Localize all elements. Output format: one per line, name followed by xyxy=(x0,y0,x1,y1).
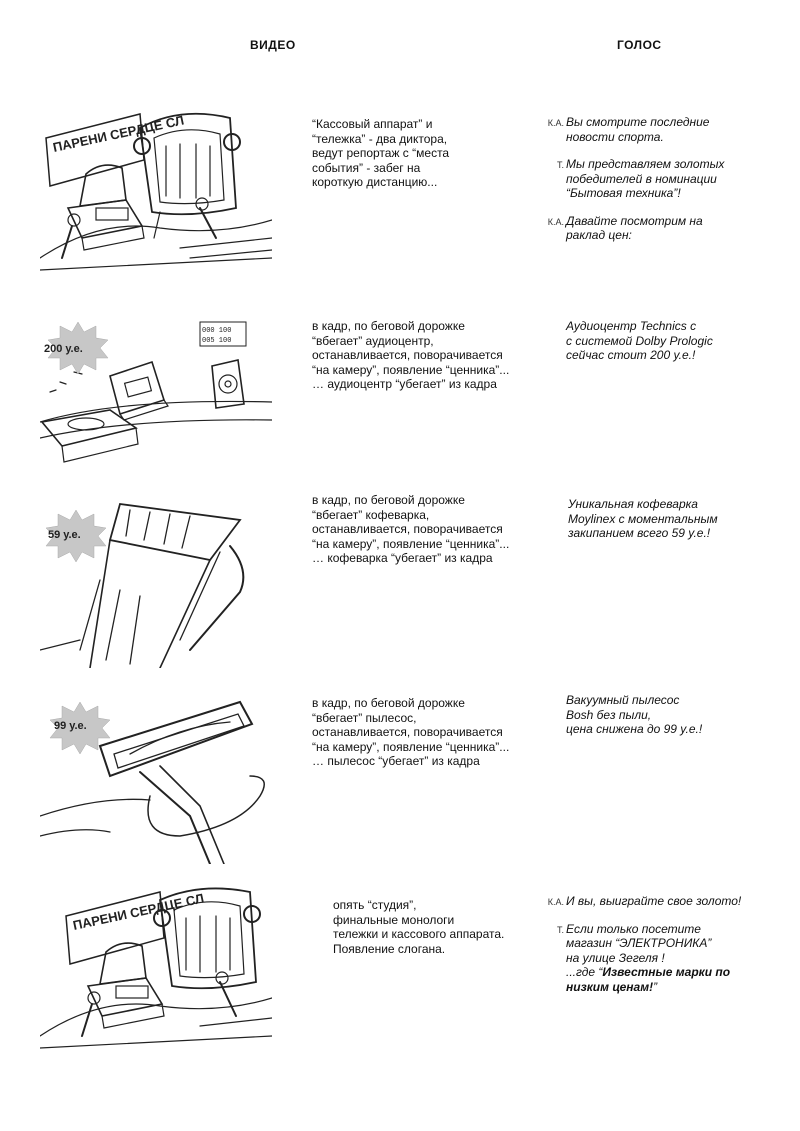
voice-text: Вы смотрите последние новости спорта. xyxy=(566,115,710,144)
voice-text: Давайте посмотрим на раклад цен: xyxy=(566,213,703,242)
audio-center-sketch xyxy=(40,302,272,470)
studio-sign-text: ПАРЕНИ СЕРДЦЕ СЛ xyxy=(71,890,206,933)
scene-5-description: опять “студия”, финальные монологи тележки и кассового аппарата. Появление слогана. xyxy=(333,898,505,956)
scene-5-voice xyxy=(540,894,780,1007)
storyboard-frame-coffee-maker xyxy=(40,500,272,668)
voice-text: Мы представляем золотых победителей в номинации “Бытовая техника”! xyxy=(566,157,725,200)
slogan-suffix: ” xyxy=(653,979,658,994)
slogan-line xyxy=(540,965,780,994)
speaker-label: К.А. xyxy=(547,897,564,907)
voice-line xyxy=(540,115,780,144)
voice-column-header: ГОЛОС xyxy=(617,38,662,52)
price-board-line: 005 100 xyxy=(202,337,232,345)
voice-line xyxy=(540,214,780,243)
video-column-header: ВИДЕО xyxy=(250,38,296,52)
coffee-maker-sketch xyxy=(40,500,272,668)
speaker-label: К.А. xyxy=(547,216,564,227)
speaker-label: Т. xyxy=(556,160,564,170)
scene-4-description: в кадр, по беговой дорожке “вбегает” пылесос, останавливается, поворачивается “на камеру”, появление “ценника”... … пылесос “убегает” из кадра xyxy=(312,696,510,768)
scene-1-voice xyxy=(540,115,780,256)
slogan-text xyxy=(566,965,780,994)
voice-text: И вы, выиграйте свое золото! xyxy=(566,894,742,908)
studio-final-sketch xyxy=(40,886,272,1054)
scene-2-voice: Аудиоцентр Technics с с системой Dolby Prologic сейчас стоит 200 у.е.! xyxy=(566,319,713,362)
price-tag-text: 200 у.е. xyxy=(44,343,83,355)
storyboard-frame-studio-final xyxy=(40,886,272,1054)
scene-3-voice: Уникальная кофеварка Moylinex с моментальным закипанием всего 59 у.е.! xyxy=(568,497,718,540)
studio-sign-text: ПАРЕНИ СЕРДЦЕ СЛ xyxy=(51,112,186,155)
price-tag-text: 99 у.е. xyxy=(54,720,87,732)
slogan-prefix: ...где “ xyxy=(566,965,603,979)
scene-1-description: “Кассовый аппарат” и “тележка” - два диктора, ведут репортаж с “места события” - забег на короткую дистанцию... xyxy=(312,117,450,189)
storyboard-frame-vacuum xyxy=(40,696,272,864)
voice-line xyxy=(540,922,780,966)
storyboard-frame-audio-center xyxy=(40,302,272,470)
price-board-line: 000 100 xyxy=(202,327,232,335)
voice-text: Если только посетите магазин “ЭЛЕКТРОНИКА” на улице Зегеля ! xyxy=(566,921,712,965)
studio-sketch xyxy=(40,108,272,276)
slogan-bold: Известные марки по низким ценам! xyxy=(566,965,731,994)
speaker-label: Т. xyxy=(556,924,564,935)
scene-2-description: в кадр, по беговой дорожке “вбегает” аудиоцентр, останавливается, поворачивается “на камеру”, появление “ценника”... … аудиоцентр “убегает” из кадра xyxy=(312,319,510,391)
speaker-label: К.А. xyxy=(547,118,564,128)
voice-line xyxy=(540,894,780,909)
voice-line xyxy=(540,157,780,201)
price-tag-text: 59 у.е. xyxy=(48,529,81,541)
storyboard-frame-studio xyxy=(40,108,272,276)
scene-4-voice: Вакуумный пылесос Bosh без пыли, цена снижена до 99 у.е.! xyxy=(566,693,703,736)
scene-3-description: в кадр, по беговой дорожке “вбегает” кофеварка, останавливается, поворачивается “на камеру”, появление “ценника”... … кофеварка “убегает” из кадра xyxy=(312,493,510,565)
